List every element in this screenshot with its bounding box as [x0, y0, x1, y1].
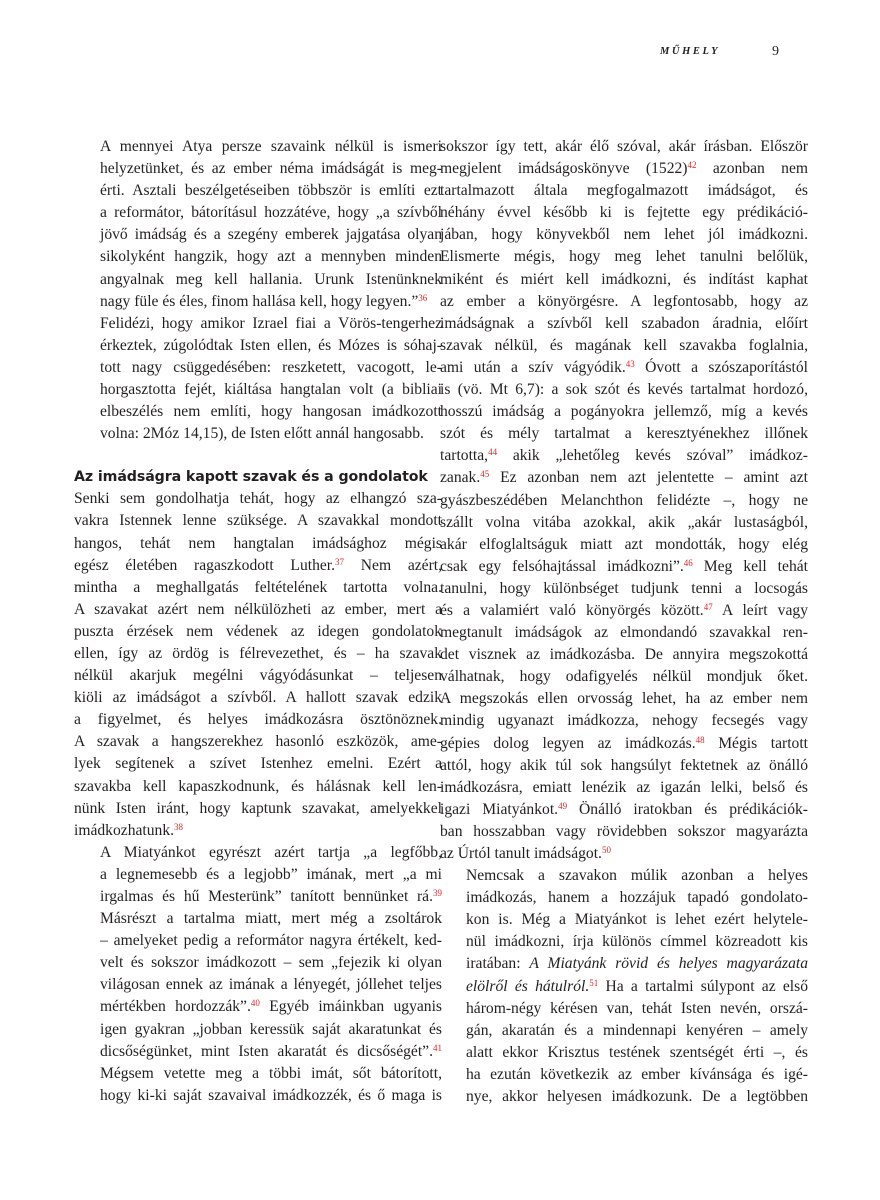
text-line: ban hosszabban vagy rövidebben sokszor magyarázta — [440, 822, 808, 840]
text-segment: igazi Miatyánkot. — [440, 800, 559, 818]
text-line: Felidézi, hogy amikor Izrael fiai a Vörös-tengerhez — [100, 314, 442, 332]
text-line: jövő imádság és a szegény emberek jajgatása olyan — [100, 226, 442, 244]
text-line — [74, 820, 442, 842]
footnote-marker[interactable]: 49 — [558, 800, 568, 811]
text-segment: nagy füle és éles, finom hallása kell, hogy legyen.” — [100, 292, 419, 310]
text-line: szót és mély tartalmat a keresztyénekhez illőnek — [440, 425, 808, 443]
text-segment: Mégis tartott — [704, 734, 808, 752]
footnote-marker[interactable]: 39 — [433, 888, 442, 898]
footnote-marker[interactable]: 36 — [418, 292, 428, 303]
paragraph — [74, 488, 442, 842]
text-line: – amelyeket pedig a reformátor nagyra értékelt, ked- — [100, 932, 442, 950]
text-segment: az Úrtól tanult imádságot. — [440, 845, 602, 862]
text-line: akár elfoglaltságuk miatt azt mondották, hogy elég — [440, 535, 808, 553]
text-line: horgasztotta fejét, kiáltása hangtalan volt (a bibliai — [100, 381, 442, 399]
text-line: helyzetünket, és az ember néma imádságát is meg- — [100, 160, 442, 178]
text-segment: ami után a szív vágyódik. — [440, 358, 626, 376]
text-segment: A leírt vagy — [712, 601, 808, 619]
paragraph — [74, 842, 442, 1107]
text-segment: akik „lehetőleg kevés szóval” imádkoz- — [497, 447, 808, 465]
text-line: Mégsem vetette meg a többi imát, sőt bátorított, — [100, 1064, 442, 1082]
right-column — [440, 136, 808, 1108]
text-line — [440, 357, 808, 379]
text-line: is (vö. Mt 6,7): a sok szót és kevés tartalmat hordozó, — [440, 381, 808, 399]
text-line: mintha a meghallgatás feltételének tartotta volna. — [74, 578, 442, 596]
text-line — [440, 445, 808, 467]
page-number: 9 — [772, 44, 779, 59]
section-name: MŰHELY — [660, 46, 721, 57]
section-heading: Az imádságra kapott szavak és a gondolatok — [74, 469, 428, 486]
text-segment: Egyéb imáinkban ugyanis — [259, 998, 442, 1016]
text-line: három-négy kérésen van, tehát Isten nevén, orszá- — [466, 999, 808, 1017]
text-line: nye, akkor helyesen imádkozunk. De a legtöbben — [466, 1088, 808, 1106]
text-segment: megjelent imádságoskönyve (1522) — [440, 160, 688, 178]
text-line: puszta érzések nem védenek az idegen gondolatok — [74, 622, 442, 640]
text-line: kiöli az imádságot a szívből. A hallott szavak edzik — [74, 689, 442, 707]
text-line: elbeszélés nem említi, hogy hangosan imádkozott — [100, 403, 442, 421]
paragraph — [74, 136, 442, 445]
text-line — [440, 158, 808, 180]
text-line: gyászbeszédében Melanchthon felidézte –, hogy ne — [440, 491, 808, 509]
text-segment: zanak. — [440, 469, 481, 487]
text-line — [74, 886, 442, 908]
footnote-marker[interactable]: 51 — [589, 977, 599, 988]
footnote-marker[interactable]: 48 — [695, 734, 705, 745]
text-segment: Ez azonban nem azt jelentette – amint azt — [489, 469, 808, 487]
text-segment: Nem azért, — [344, 556, 443, 574]
text-line: ellen, így az ördög is félrevezethet, és – ha szavak — [74, 644, 442, 662]
text-line: alatt ekkor Krisztus testének szentségét érti –, és — [466, 1043, 808, 1061]
text-segment: csak egy felsóhajtással imádkozni”. — [440, 557, 684, 575]
text-line: szavak nélkül, és magának kell szavakba foglalnia, — [440, 336, 808, 354]
text-line — [74, 555, 442, 577]
text-line: A szavak a hangszerekhez hasonló eszközök, ame- — [74, 733, 442, 751]
footnote-marker[interactable]: 43 — [625, 358, 635, 369]
text-line — [440, 953, 808, 975]
left-column — [74, 136, 442, 1107]
text-line: gán, akaratán és a mindennapi kenyéren – amely — [466, 1021, 808, 1039]
text-line: válhatnak, hogy odafigyelés nélkül mondjuk őket. — [440, 668, 808, 686]
text-line: vakra Istennek lenne szüksége. A szavakkal mondott — [74, 512, 442, 530]
text-line: A mennyei Atya persze szavaink nélkül is ismeri — [100, 138, 442, 155]
text-segment: tartotta, — [440, 447, 489, 465]
text-line: hangos, tehát nem hangtalan imádsághoz mégis — [74, 534, 442, 552]
footnote-marker[interactable]: 50 — [601, 845, 611, 855]
text-line: Másrészt a tartalma miatt, mert még a zsoltárok — [100, 910, 442, 928]
footnote-marker[interactable]: 46 — [683, 557, 693, 568]
text-segment: Óvott a szószaporítástól — [634, 358, 808, 376]
text-line: a reformátor, bátorításul hozzátéve, hogy „a szívből — [100, 204, 442, 222]
footnote-marker[interactable]: 47 — [703, 601, 713, 612]
text-line: miként és miért kell imádkozni, és indítást kaphat — [440, 270, 808, 288]
paragraph — [440, 865, 808, 1108]
text-line: hosszú imádság a pogányokra jellemző, míg a kevés — [440, 403, 808, 421]
paragraph — [440, 136, 808, 865]
text-line: attól, hogy akik túl sok hangsúlyt fektetnek az önálló — [440, 756, 808, 774]
text-segment: Önálló iratokban és prédikációk- — [567, 800, 808, 818]
text-line: hogy ki-ki saját szavaival imádkozzék, és ő maga is — [100, 1086, 442, 1104]
footnote-marker[interactable]: 44 — [488, 447, 498, 458]
text-segment: iratában: — [466, 955, 530, 973]
text-segment: egész életében ragaszkodott Luther. — [74, 556, 336, 574]
text-line — [440, 733, 808, 755]
footnote-marker[interactable]: 38 — [174, 821, 184, 832]
book-title: elölről és hátulról. — [466, 977, 590, 995]
text-line: volna: 2Móz 14,15), de Isten előtt annál hangosabb. — [100, 425, 424, 443]
footnote-marker[interactable]: 40 — [250, 998, 260, 1009]
text-line: tartalmazott általa megfogalmazott imádságot, és — [440, 182, 808, 200]
text-line: mindig ugyanazt imádkozza, nehogy fecsegés vagy — [440, 712, 808, 730]
text-line: szavakba kell kapaszkodnunk, és hálásnak kell len- — [74, 777, 442, 795]
text-line: imádságnak a szívből kell szabadon áradnia, előírt — [440, 314, 808, 332]
text-line: angyalnak meg kell hallania. Urunk Istenünknek — [100, 270, 442, 288]
text-segment: imádkozhatunk. — [74, 821, 175, 839]
text-segment: azonban nem — [696, 160, 808, 178]
text-line — [440, 556, 808, 578]
text-line: tanulni, hogy különbséget tudjunk tenni a locsogás — [440, 579, 808, 597]
text-line: megtanult imádságok az elmondandó szavakkal ren- — [440, 624, 808, 642]
running-head — [660, 44, 790, 64]
text-line: a figyelmet, és helyes imádkozásra ösztönöznek. — [74, 711, 442, 729]
text-line: Senki sem gondolhatja tehát, hogy az elhangzó sza- — [74, 490, 442, 508]
footnote-marker[interactable]: 45 — [480, 469, 490, 480]
text-line: kon is. Még a Miatyánkot is lehet ezért helytele- — [466, 911, 808, 929]
text-line: nünk Isten iránt, hogy kaptunk szavakat, amelyekkel — [74, 799, 442, 817]
text-line — [440, 799, 808, 821]
text-segment: Ha a tartalmi súlypont az első — [598, 977, 808, 995]
text-line: érkeztek, zúgolódtak Isten ellen, és Mózes is sóhaj- — [100, 336, 442, 354]
text-line — [440, 600, 808, 622]
text-line: jában, hogy könyvekből nem lehet jól imádkozni. — [440, 226, 808, 244]
text-line: Nemcsak a szavakon múlik azonban a helyes — [466, 867, 808, 885]
footnote-marker[interactable]: 37 — [335, 556, 345, 567]
text-line: sokszor így tett, akár élő szóval, akár írásban. Először — [440, 138, 808, 155]
text-line: A megszokás ellen orvosság lehet, ha az ember nem — [440, 690, 808, 708]
text-line — [74, 1041, 442, 1063]
text-line: nélkül akarjuk megélni vágyódásunkat – teljesen — [74, 667, 442, 685]
text-segment: gépies dolog legyen az imádkozás. — [440, 734, 696, 752]
text-segment: Meg kell tehát — [692, 557, 808, 575]
text-line: Elismerte mégis, hogy meg lehet tanulni belőlük, — [440, 248, 808, 266]
text-line: érti. Asztali beszélgetéseiben többször is említi ezt — [100, 182, 442, 200]
text-line: világosan ennek az imának a lényegét, jóllehet teljes — [100, 976, 442, 994]
text-line: néhány évvel később ki is fejtette egy prédikáció- — [440, 204, 808, 222]
text-line: igen gyakran „jobban keressük saját akaratunkat és — [100, 1020, 442, 1038]
text-line: nül imádkozni, írja különös címmel közreadott kis — [466, 933, 808, 951]
text-segment: irgalmas és hű Mesterünk” tanított bennünket rá. — [100, 888, 433, 905]
text-line: lyek segítenek a szívet Istenhez emelni. Ezért a — [74, 755, 442, 773]
text-line: ha ezután következik az ember kívánsága és igé- — [466, 1065, 808, 1083]
text-line: velt és sokszor imádkozott – sem „fejezik ki olyan — [100, 954, 442, 972]
text-segment: dicsőségünket, mint Isten akaratát és dicsőségét”. — [100, 1042, 433, 1060]
text-line — [440, 976, 808, 998]
text-line: tott nagy csüggedésében: reszketett, vacogott, le- — [100, 358, 442, 376]
footnote-marker[interactable]: 42 — [687, 160, 697, 171]
text-line — [440, 843, 808, 865]
text-line: sikolyként hangzik, hogy azt a mennyben minden — [100, 248, 442, 266]
text-segment: és a valamiért való könyörgés között. — [440, 601, 704, 619]
text-segment: mértékben hordozzák”. — [100, 998, 251, 1016]
text-line: a legnemesebb és a legjobb” imának, mert „a mi — [100, 865, 442, 883]
text-line — [440, 467, 808, 489]
text-line — [74, 291, 442, 313]
book-title: A Miatyánk rövid és helyes magyarázata — [529, 955, 808, 973]
footnote-marker[interactable]: 41 — [433, 1042, 442, 1053]
text-line: A Miatyánkot egyrészt azért tartja „a legfőbb, — [100, 843, 442, 861]
text-line: imádkozásra, emiatt lenézik az igazán lelki, belső és — [440, 778, 808, 796]
text-line: szállt volna vitába azokkal, akik „akár lustaságból, — [440, 513, 808, 531]
text-line: imádkozás, hanem a hozzájuk tapadó gondolato- — [466, 889, 808, 907]
text-line: A szavakat azért nem nélkülözheti az ember, mert a — [74, 600, 442, 618]
text-line: det visznek az imádkozásba. De annyira megszokottá — [440, 646, 808, 664]
text-line — [74, 996, 442, 1018]
text-line: az ember a könyörgésre. A legfontosabb, hogy az — [440, 292, 808, 310]
